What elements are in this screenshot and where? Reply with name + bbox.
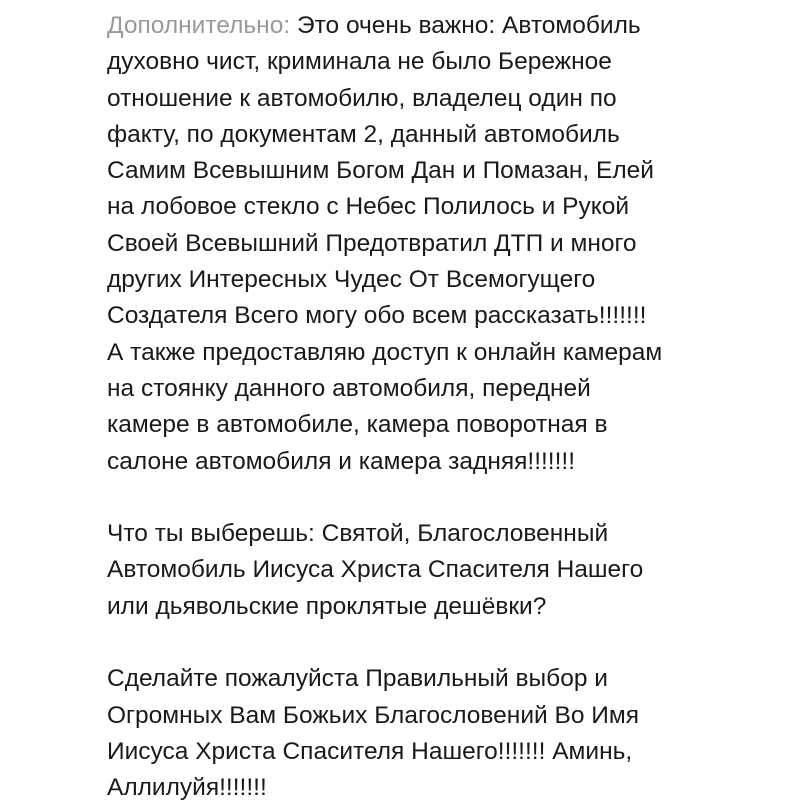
text-line: на стоянку данного автомобиля, передней	[107, 374, 591, 402]
text-line: духовно чист, криминала не было Бережное	[107, 48, 612, 76]
text-line: А также предоставляю доступ к онлайн камерам	[107, 338, 663, 366]
description-paragraph-1	[107, 8, 727, 480]
description-paragraph-2	[107, 516, 727, 625]
text-line: Иисуса Христа Спасителя Нашего!!!!!!! Аминь,	[107, 737, 633, 765]
text-line: Создателя Всего могу обо всем рассказать!!!!!!!	[107, 302, 647, 330]
listing-description	[107, 8, 727, 807]
text-line: Сделайте пожалуйста Правильный выбор и	[107, 665, 608, 693]
text-line: Что ты выберешь: Святой, Благословенный	[107, 520, 609, 548]
text-line	[107, 8, 727, 44]
paragraph-spacer	[107, 625, 727, 661]
text-line: факту, по документам 2, данный автомобиль	[107, 120, 620, 148]
text-line: на лобовое стекло с Небес Полилось и Рукой	[107, 193, 630, 221]
text-line: салоне автомобиля и камера задняя!!!!!!!	[107, 447, 576, 475]
text-line: Огромных Вам Божьих Благословений Во Имя	[107, 701, 639, 729]
text-line: других Интересных Чудес От Всемогущего	[107, 266, 596, 294]
paragraph-spacer	[107, 480, 727, 516]
text-line: Автомобиль Иисуса Христа Спасителя Нашего	[107, 556, 644, 584]
text-line: или дьявольские проклятые дешёвки?	[107, 592, 547, 620]
text-line: отношение к автомобилю, владелец один по	[107, 84, 617, 112]
text-line: Своей Всевышний Предотвратил ДТП и много	[107, 229, 637, 257]
text-line: Самим Всевышним Богом Дан и Помазан, Елей	[107, 157, 654, 185]
description-paragraph-3	[107, 661, 727, 806]
text-line-rest: Это очень важно: Автомобиль	[296, 12, 641, 39]
description-label: Дополнительно:	[107, 12, 291, 39]
text-line: камере в автомобиле, камера поворотная в	[107, 411, 608, 439]
text-line: Аллилуйя!!!!!!!	[107, 774, 267, 802]
